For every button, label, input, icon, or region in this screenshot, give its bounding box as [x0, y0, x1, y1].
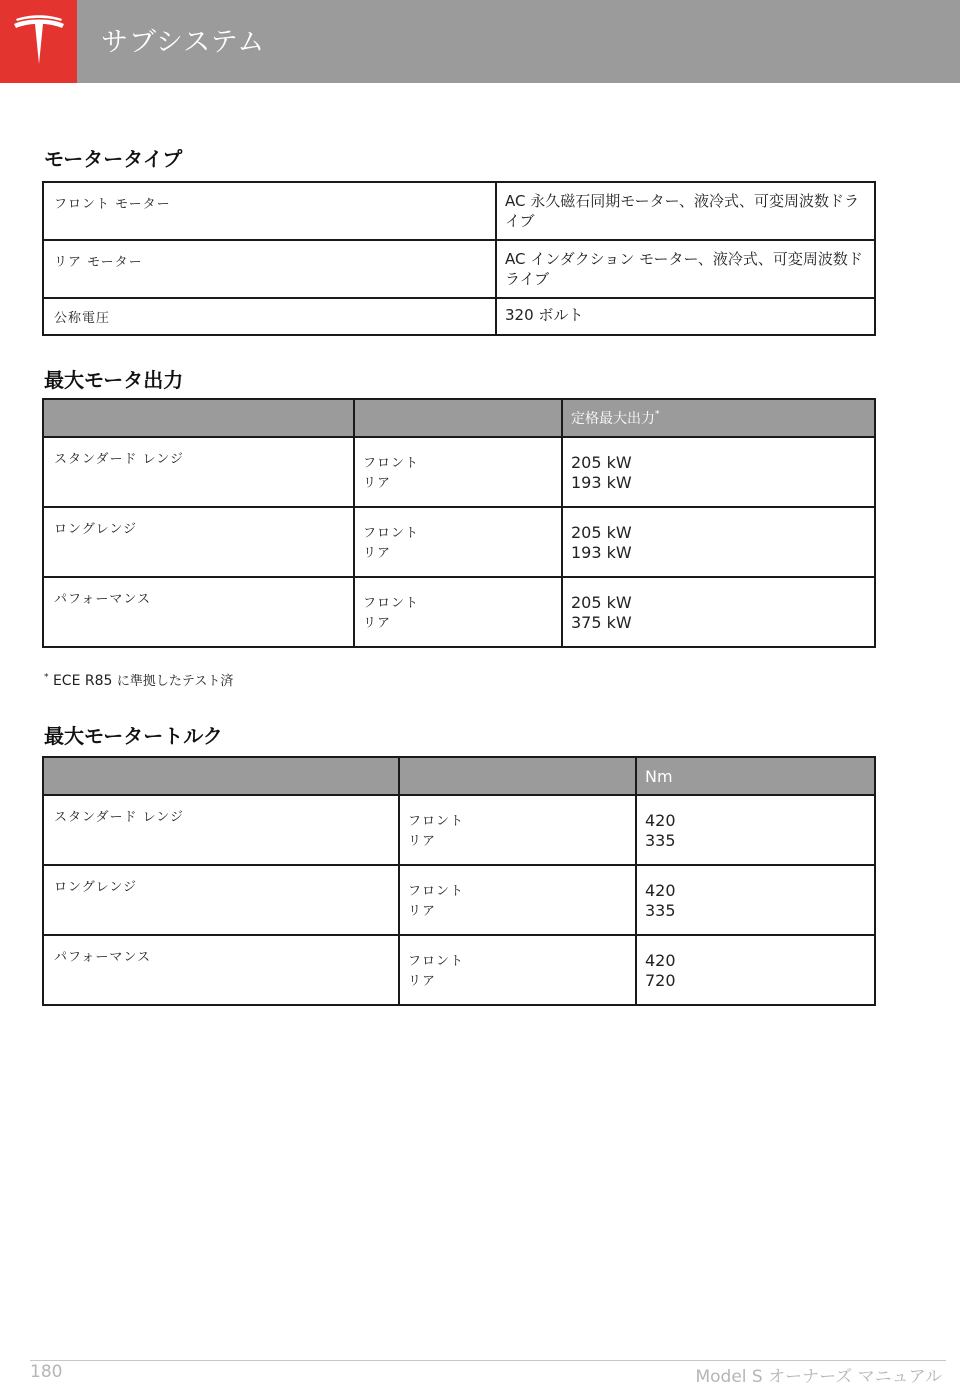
torque-rear: 720 [645, 971, 676, 990]
axle-front: フロント [363, 596, 420, 611]
footnote-marker: * [655, 409, 660, 420]
page-number: 180 [30, 1362, 63, 1382]
axle-labels [354, 577, 562, 647]
header-cell-empty [43, 757, 399, 795]
torque-values [636, 795, 875, 865]
table-header-row [43, 399, 875, 437]
page-header [0, 0, 960, 83]
power-front: 205 kW [571, 523, 632, 542]
torque-rear: 335 [645, 901, 676, 920]
table-row [43, 577, 875, 647]
tesla-logo [0, 0, 77, 83]
power-values [562, 437, 875, 507]
max-torque-table [42, 756, 876, 1006]
axle-labels [399, 865, 636, 935]
power-rear: 193 kW [571, 473, 632, 492]
table-row [43, 182, 875, 240]
footnote-standard: ECE R85 [52, 673, 113, 689]
axle-rear: リア [363, 616, 392, 631]
axle-front: フロント [408, 814, 465, 829]
torque-rear: 335 [645, 831, 676, 850]
table-row [43, 865, 875, 935]
power-front: 205 kW [571, 593, 632, 612]
table-row [43, 935, 875, 1005]
trim-label: スタンダード レンジ [43, 437, 354, 507]
power-front: 205 kW [571, 453, 632, 472]
torque-values [636, 935, 875, 1005]
table-header-row [43, 757, 875, 795]
motor-type-table [42, 181, 876, 336]
footnote-text: に準拠したテスト済 [116, 674, 234, 689]
table-row [43, 507, 875, 577]
power-values [562, 577, 875, 647]
footer-divider [30, 1360, 946, 1361]
power-rear: 375 kW [571, 613, 632, 632]
axle-front: フロント [408, 884, 465, 899]
axle-front: フロント [363, 456, 420, 471]
page-title: サブシステム [101, 27, 266, 58]
axle-rear: リア [363, 546, 392, 561]
max-power-table [42, 398, 876, 648]
header-cell-empty [43, 399, 354, 437]
torque-front: 420 [645, 951, 676, 970]
max-torque-heading: 最大モータートルク [44, 724, 223, 748]
table-row [43, 437, 875, 507]
header-cell-empty [399, 757, 636, 795]
row-value: AC インダクション モーター、液冷式、可変周波数ドライブ [496, 240, 875, 298]
axle-rear: リア [408, 974, 437, 989]
power-rear: 193 kW [571, 543, 632, 562]
header-label: Nm [645, 766, 673, 786]
header-cell-rated-power [562, 399, 875, 437]
motor-type-heading: モータータイプ [44, 147, 183, 171]
axle-rear: リア [363, 476, 392, 491]
row-value: 320 ボルト [496, 298, 875, 335]
footnote-marker: * [44, 672, 49, 683]
axle-labels [399, 935, 636, 1005]
trim-label: スタンダード レンジ [43, 795, 399, 865]
row-value: AC 永久磁石同期モーター、液冷式、可変周波数ドライブ [496, 182, 875, 240]
manual-name: Model S オーナーズ マニュアル [695, 1367, 942, 1387]
table-row [43, 298, 875, 335]
power-values [562, 507, 875, 577]
trim-label: ロングレンジ [43, 507, 354, 577]
axle-labels [399, 795, 636, 865]
axle-front: フロント [363, 526, 420, 541]
header-cell-empty [354, 399, 562, 437]
torque-values [636, 865, 875, 935]
max-power-heading: 最大モータ出力 [44, 368, 184, 392]
row-label: リア モーター [43, 240, 496, 298]
table-row [43, 795, 875, 865]
trim-label: ロングレンジ [43, 865, 399, 935]
header-label: 定格最大出力 [571, 411, 655, 427]
axle-labels [354, 437, 562, 507]
trim-label: パフォーマンス [43, 935, 399, 1005]
tesla-logo-icon [12, 14, 66, 68]
footnote [44, 670, 233, 689]
axle-rear: リア [408, 834, 437, 849]
row-label: フロント モーター [43, 182, 496, 240]
axle-front: フロント [408, 954, 465, 969]
header-cell-nm [636, 757, 875, 795]
trim-label: パフォーマンス [43, 577, 354, 647]
table-row [43, 240, 875, 298]
torque-front: 420 [645, 881, 676, 900]
axle-rear: リア [408, 904, 437, 919]
row-label: 公称電圧 [43, 298, 496, 335]
axle-labels [354, 507, 562, 577]
torque-front: 420 [645, 811, 676, 830]
